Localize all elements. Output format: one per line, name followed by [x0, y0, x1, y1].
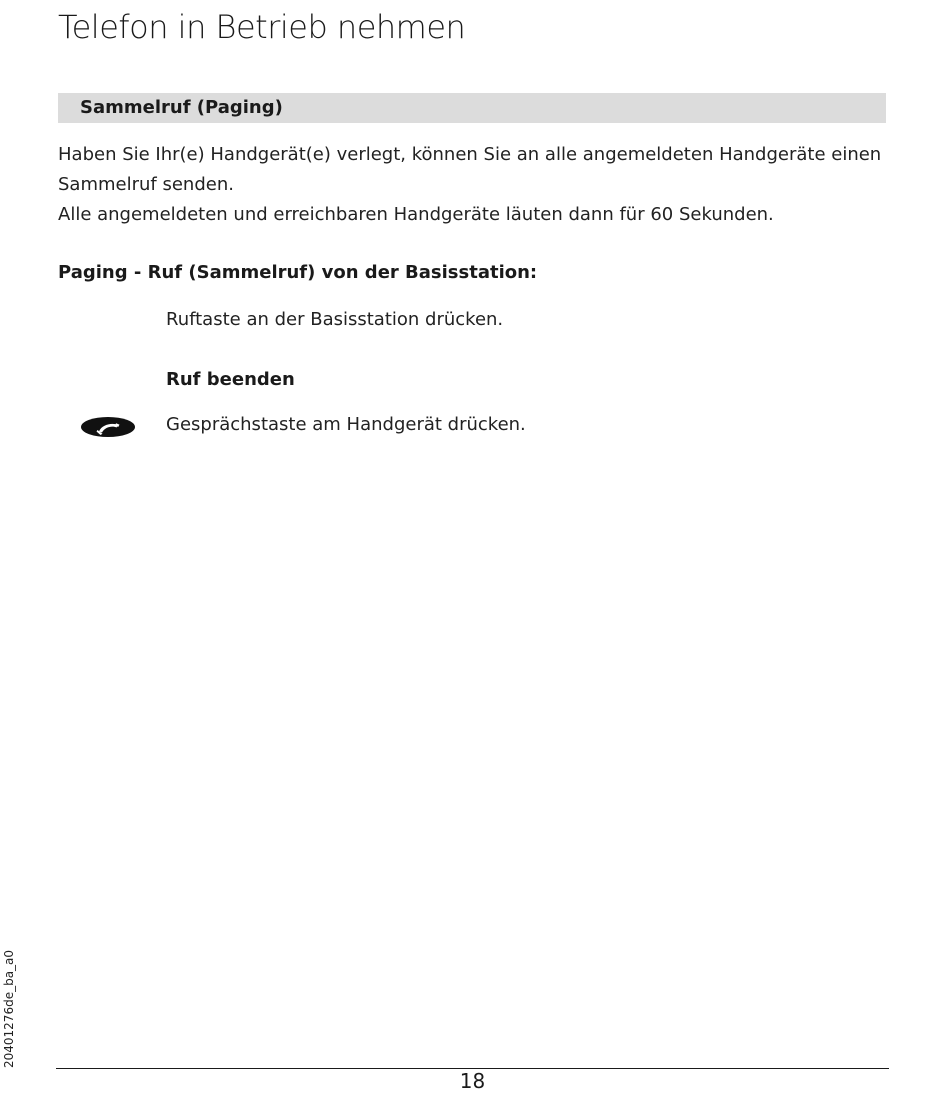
step-press-call-button: Ruftaste an der Basisstation drücken.	[166, 309, 504, 330]
talk-key-icon	[80, 416, 136, 438]
page-title: Telefon in Betrieb nehmen	[58, 8, 466, 46]
intro-paragraph-1: Haben Sie Ihr(e) Handgerät(e) verlegt, können Sie an alle angemeldeten Handgeräte einen Sammelruf senden.	[58, 144, 882, 195]
step-press-talk-key: Gesprächstaste am Handgerät drücken.	[166, 414, 526, 435]
intro-paragraph-2: Alle angemeldeten und erreichbaren Handgeräte läuten dann für 60 Sekunden.	[58, 204, 774, 225]
paging-subheading: Paging - Ruf (Sammelruf) von der Basisstation:	[58, 262, 538, 283]
intro-text	[58, 140, 888, 230]
page-number: 18	[459, 1069, 486, 1093]
document-code: 20401276de_ba_a0	[2, 949, 16, 1068]
section-header-bar	[58, 93, 886, 123]
end-call-heading: Ruf beenden	[166, 369, 295, 390]
section-title: Sammelruf (Paging)	[80, 97, 283, 118]
